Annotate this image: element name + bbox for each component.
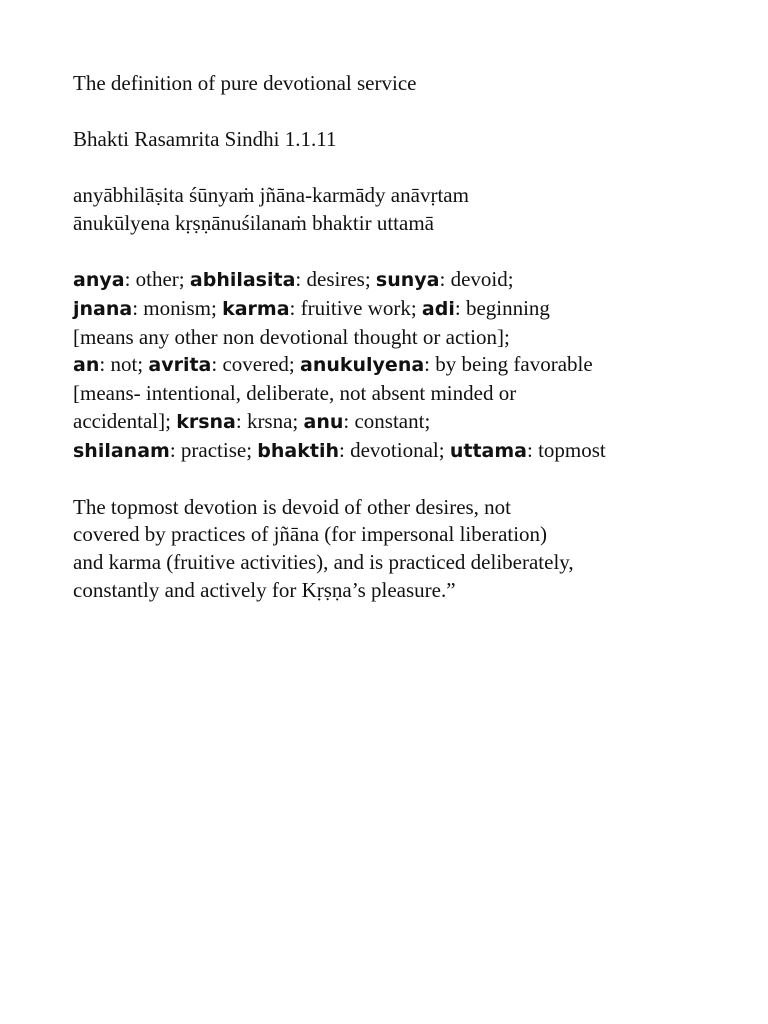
glossary-term: abhilasita xyxy=(189,269,296,292)
glossary-term: anya xyxy=(73,269,125,292)
glossary-line-4 xyxy=(73,351,743,380)
glossary-meaning: : by being favorable xyxy=(424,352,593,377)
document-title xyxy=(73,70,743,98)
word-glossary xyxy=(73,266,743,465)
glossary-line-6 xyxy=(73,408,743,437)
glossary-meaning: : other; xyxy=(124,267,190,292)
glossary-term: karma xyxy=(222,298,290,321)
glossary-term: adi xyxy=(421,298,455,321)
glossary-term: bhaktih xyxy=(257,439,340,462)
glossary-meaning: : fruitive work; xyxy=(289,296,422,321)
glossary-term: jnana xyxy=(73,298,133,321)
translation xyxy=(73,494,743,605)
sanskrit-verse xyxy=(73,182,743,237)
glossary-meaning: : covered; xyxy=(211,352,300,377)
glossary-note-2: [means- intentional, deliberate, not absent minded or xyxy=(73,381,517,406)
glossary-term: avrita xyxy=(148,354,212,377)
glossary-meaning: : devotional; xyxy=(339,437,450,462)
glossary-note-1: [means any other non devotional thought or action]; xyxy=(73,324,510,349)
translation-line-4: constantly and actively for Kṛṣṇa’s pleasure.” xyxy=(73,577,456,602)
glossary-term: an xyxy=(73,354,100,377)
translation-line-1: The topmost devotion is devoid of other desires, not xyxy=(73,494,512,519)
glossary-meaning: : practise; xyxy=(169,437,258,462)
translation-line-2: covered by practices of jñāna (for impersonal liberation) xyxy=(73,522,548,547)
verse-reference xyxy=(73,126,743,154)
glossary-term: anu xyxy=(303,410,344,433)
document-page xyxy=(73,70,743,605)
verse-line-2: ānukūlyena kṛṣṇānuśilanaṁ bhaktir uttamā xyxy=(73,211,434,236)
glossary-meaning: : not; xyxy=(99,352,149,377)
glossary-term: sunya xyxy=(375,269,440,292)
glossary-meaning: : desires; xyxy=(295,267,376,292)
title-text: The definition of pure devotional service xyxy=(73,71,417,95)
glossary-term: uttama xyxy=(449,439,527,462)
glossary-meaning: : monism; xyxy=(132,296,223,321)
glossary-term: anukulyena xyxy=(300,354,425,377)
glossary-meaning: : devoid; xyxy=(439,267,514,292)
glossary-note-3: accidental]; xyxy=(73,408,177,433)
glossary-meaning: : constant; xyxy=(343,408,431,433)
glossary-meaning: : topmost xyxy=(526,437,606,462)
verse-line-1: anyābhilāṣita śūnyaṁ jñāna-karmādy anāvṛtam xyxy=(73,183,469,208)
translation-line-3: and karma (fruitive activities), and is practiced deliberately, xyxy=(73,550,574,575)
glossary-term: krsna xyxy=(176,410,236,433)
glossary-line-2 xyxy=(73,295,743,324)
glossary-line-1 xyxy=(73,266,743,295)
glossary-term: shilanam xyxy=(73,439,170,462)
glossary-line-7 xyxy=(73,437,743,466)
reference-text: Bhakti Rasamrita Sindhi 1.1.11 xyxy=(73,127,337,152)
glossary-meaning: : beginning xyxy=(454,296,550,321)
glossary-meaning: : krsna; xyxy=(235,408,304,433)
